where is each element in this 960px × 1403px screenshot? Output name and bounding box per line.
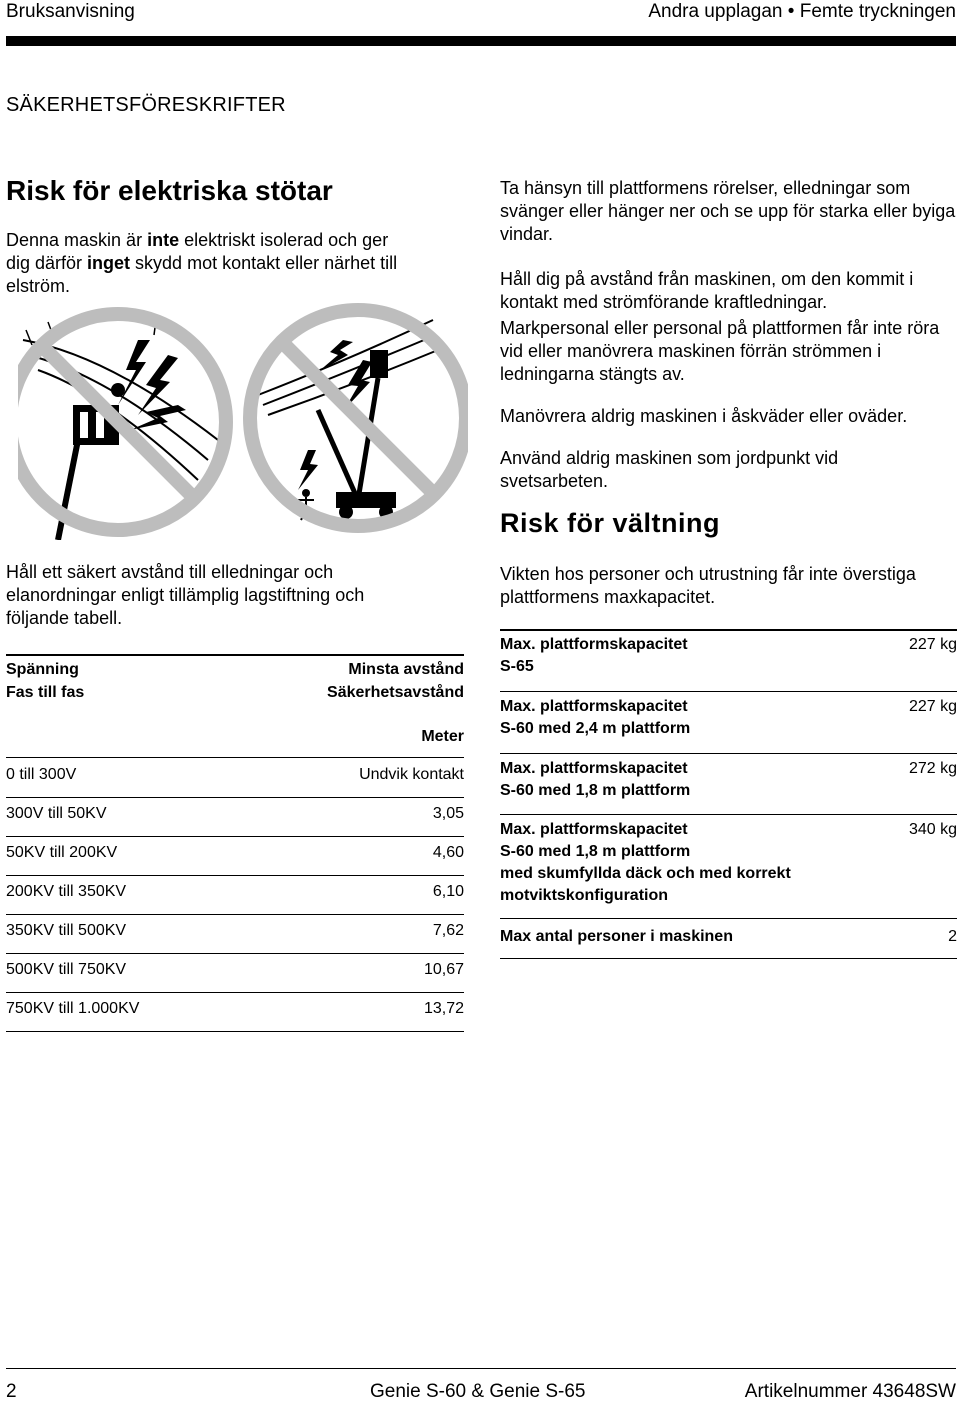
capacity-label-line: Max. plattformskapacitet — [500, 821, 688, 838]
header-left: Bruksanvisning — [6, 1, 135, 22]
capacity-value: 227 kg — [908, 698, 957, 715]
capacity-value: 272 kg — [908, 760, 957, 777]
paragraph-2: Håll dig på avstånd från maskinen, om den kommit i kontakt med strömförande kraftledningar. — [500, 269, 914, 312]
voltage-cell: 50KV till 200KV — [6, 844, 118, 861]
capacity-label-line: S-65 — [500, 658, 534, 675]
capacity-bottom-rule — [500, 958, 957, 959]
tipping-heading: Risk för vältning — [500, 508, 721, 538]
col-distance-header: Minsta avstånd Säkerhetsavstånd — [327, 661, 464, 701]
voltage-cell: 350KV till 500KV — [6, 922, 127, 939]
table-row-rule — [6, 1031, 464, 1032]
paragraph-3: Markpersonal eller personal på plattformen får inte röra vid eller manövrera maskinen förrän strömmen i ledningarna stängts av. — [500, 318, 940, 384]
capacity-row-rule — [500, 691, 957, 692]
max-persons-label: Max antal personer i maskinen — [500, 928, 733, 945]
footer-right: Artikelnummer 43648SW — [744, 1381, 956, 1402]
table-row-rule — [6, 914, 464, 915]
table-top-rule — [6, 654, 464, 656]
capacity-label-line: S-60 med 1,8 m plattform — [500, 782, 691, 799]
capacity-label-line: S-60 med 2,4 m plattform — [500, 720, 691, 737]
capacity-row-rule — [500, 753, 957, 754]
capacity-label-line: motviktskonfiguration — [500, 887, 669, 904]
capacity-value: 340 kg — [908, 821, 957, 838]
table-row-rule — [6, 836, 464, 837]
paragraph-4: Manövrera aldrig maskinen i åskväder eller oväder. — [500, 406, 908, 426]
capacity-label — [500, 760, 690, 804]
capacity-top-rule — [500, 629, 957, 631]
max-persons-value: 2 — [948, 928, 957, 945]
capacity-divider — [500, 918, 957, 919]
capacity-label-line: Max. plattformskapacitet — [500, 698, 688, 715]
table-header-rule — [6, 757, 464, 758]
prohibited-lift-touching-powerline-icon — [18, 314, 226, 540]
distance-cell: Undvik kontakt — [359, 766, 464, 783]
capacity-label — [500, 698, 690, 742]
table-row-rule — [6, 875, 464, 876]
capacity-label-line: Max. plattformskapacitet — [500, 636, 688, 653]
electric-table-intro: Håll ett säkert avstånd till elledningar och elanordningar enligt tillämplig lagstiftning och följande tabell. — [6, 562, 365, 628]
capacity-label-line: S-60 med 1,8 m plattform — [500, 843, 691, 860]
voltage-cell: 500KV till 750KV — [6, 961, 127, 978]
section-title: SÄKERHETSFÖRESKRIFTER — [6, 94, 286, 116]
electric-intro: Denna maskin är inte elektriskt isolerad och ger dig därför inget skydd mot kontakt eller närhet till elström. — [6, 230, 398, 296]
header-right: Andra upplagan • Femte tryckningen — [648, 1, 956, 22]
distance-cell: 10,67 — [423, 961, 464, 978]
footer-rule — [6, 1368, 956, 1369]
distance-cell: 7,62 — [432, 922, 464, 939]
distance-cell: 3,05 — [432, 805, 464, 822]
col-unit: Meter — [421, 728, 464, 745]
table-row-rule — [6, 953, 464, 954]
table-row-rule — [6, 992, 464, 993]
voltage-cell: 0 till 300V — [6, 766, 77, 783]
capacity-value: 227 kg — [908, 636, 957, 653]
electric-heading: Risk för elektriska stötar — [6, 175, 333, 206]
distance-cell: 13,72 — [423, 1000, 464, 1017]
header-rule — [6, 36, 956, 46]
col-voltage-header: Spänning Fas till fas — [6, 661, 85, 701]
footer-center: Genie S-60 & Genie S-65 — [370, 1381, 586, 1402]
voltage-cell: 200KV till 350KV — [6, 883, 127, 900]
capacity-label — [500, 821, 791, 909]
voltage-cell: 750KV till 1.000KV — [6, 1000, 140, 1017]
tipping-intro: Vikten hos personer och utrustning får inte överstiga plattformens maxkapacitet. — [500, 564, 916, 607]
capacity-label — [500, 636, 688, 680]
capacity-label-line: med skumfyllda däck och med korrekt — [500, 865, 791, 882]
capacity-row-rule — [500, 814, 957, 815]
distance-cell: 6,10 — [432, 883, 464, 900]
voltage-cell: 300V till 50KV — [6, 805, 107, 822]
paragraph-1: Ta hänsyn till plattformens rörelser, elledningar som svänger eller hänger ner och se upp för starka eller byiga vindar. — [500, 178, 956, 244]
distance-cell: 4,60 — [432, 844, 464, 861]
paragraph-5: Använd aldrig maskinen som jordpunkt vid svetsarbeten. — [500, 448, 839, 491]
table-row-rule — [6, 797, 464, 798]
powerline-illustrations — [18, 300, 468, 540]
prohibited-lift-near-powerline-icon — [250, 310, 466, 526]
page-number: 2 — [6, 1381, 17, 1402]
capacity-label-line: Max. plattformskapacitet — [500, 760, 688, 777]
